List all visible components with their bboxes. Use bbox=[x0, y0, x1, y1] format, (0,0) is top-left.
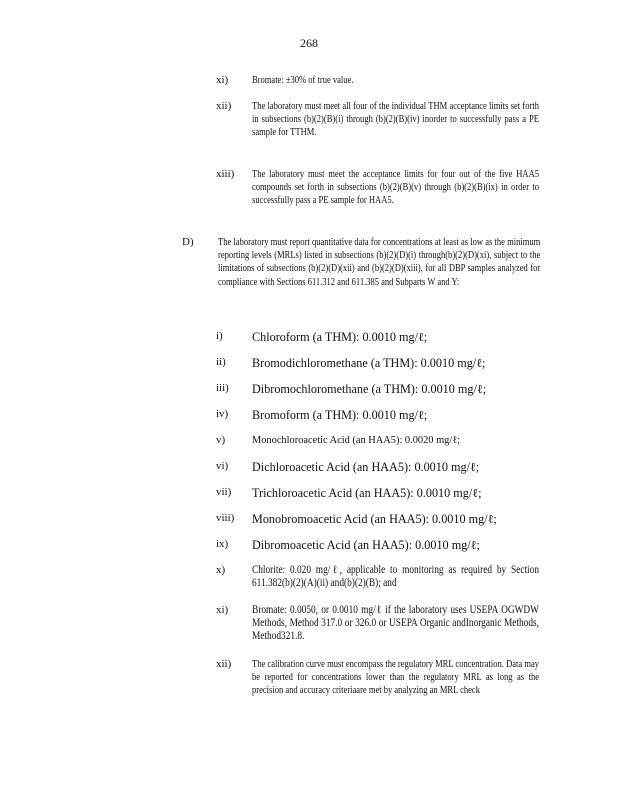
list-item bbox=[216, 564, 602, 590]
page-number: 268 bbox=[300, 36, 318, 50]
item-label: xiii) bbox=[216, 168, 235, 180]
item-text: Chloroform (a THM): 0.0010 mg/ℓ; bbox=[252, 330, 428, 344]
item-label: ii) bbox=[216, 356, 226, 368]
item-text: Trichloroacetic Acid (an HAA5): 0.0010 mg/ℓ; bbox=[252, 486, 482, 500]
list-item bbox=[216, 356, 552, 370]
item-label: i) bbox=[216, 330, 223, 342]
list-item bbox=[216, 168, 602, 208]
list-item bbox=[216, 100, 602, 140]
item-label: xi) bbox=[216, 604, 229, 616]
section-label: D) bbox=[182, 236, 194, 248]
list-item bbox=[216, 658, 602, 698]
section-text: The laboratory must report quantitative data for concentrations at least as low as the minimum reporting levels (MRLs) listed in subsections (b)(2)(D)(i) through(b)(2)(D)(xi), subject to the limitations of subsections (b)(2)(D)(xii) and (b)(2)(D)(xiii), for all DBP samples analyzed for compliance with Sections 611.312 and 611.385 and Subparts W and Y: bbox=[218, 237, 541, 288]
item-label: v) bbox=[216, 434, 226, 446]
list-item bbox=[216, 486, 552, 500]
item-label: xii) bbox=[216, 658, 232, 670]
item-label: xi) bbox=[216, 74, 229, 86]
item-label: ix) bbox=[216, 538, 229, 550]
item-label: iv) bbox=[216, 408, 229, 420]
list-item bbox=[216, 74, 602, 87]
list-item bbox=[216, 604, 602, 644]
item-label: iii) bbox=[216, 382, 229, 394]
item-text: The laboratory must meet the acceptance limits for four out of the five HAA5 compounds set forth in subsections (b)(2)(B)(v) through (b)(2)(B)(ix) in order to successfully pass a PE sample for HAA5. bbox=[252, 169, 539, 207]
list-item bbox=[216, 408, 552, 422]
section-d bbox=[182, 236, 611, 289]
item-text: Dibromoacetic Acid (an HAA5): 0.0010 mg/ℓ; bbox=[252, 538, 480, 552]
list-item bbox=[216, 512, 552, 526]
item-text: Bromoform (a THM): 0.0010 mg/ℓ; bbox=[252, 408, 428, 422]
item-text: Bromate: 0.0050, or 0.0010 mg/ℓ if the laboratory uses USEPA OGWDW Methods, Method 317.0 or 326.0 or USEPA Organic andInorganic Methods, Method321.8. bbox=[252, 604, 539, 643]
item-label: vii) bbox=[216, 486, 232, 498]
list-item bbox=[216, 460, 552, 474]
list-item bbox=[216, 538, 552, 552]
item-text: The laboratory must meet all four of the individual THM acceptance limits set forth in subsections (b)(2)(B)(i) through (b)(2)(B)(iv) inorder to successfully pass a PE sample for TTHM. bbox=[252, 101, 539, 139]
list-item bbox=[216, 382, 552, 396]
item-text: Bromodichloromethane (a THM): 0.0010 mg/ℓ; bbox=[252, 356, 486, 370]
item-text: Dibromochloromethane (a THM): 0.0010 mg/ℓ; bbox=[252, 382, 487, 396]
item-label: x) bbox=[216, 564, 226, 576]
item-text: The calibration curve must encompass the regulatory MRL concentration. Data may be reported for concentrations lower than the regulatory MRL as long as the precision and accuracy criteriaare met by analyzing an MRL check bbox=[252, 659, 539, 697]
item-label: xii) bbox=[216, 100, 232, 112]
item-label: vi) bbox=[216, 460, 229, 472]
item-text: Dichloroacetic Acid (an HAA5): 0.0010 mg/ℓ; bbox=[252, 460, 480, 474]
item-text: Bromate: ±30% of true value. bbox=[252, 75, 354, 86]
item-label: viii) bbox=[216, 512, 235, 524]
list-item bbox=[216, 330, 552, 344]
item-text: Chlorite: 0.020 mg/ℓ, applicable to monitoring as required by Section 611.382(b)(2)(A)(ii) and(b)(2)(B); and bbox=[252, 564, 539, 590]
item-text: Monochloroacetic Acid (an HAA5): 0.0020 mg/ℓ; bbox=[252, 435, 461, 446]
list-item bbox=[216, 434, 552, 448]
item-text: Monobromoacetic Acid (an HAA5): 0.0010 mg/ℓ; bbox=[252, 512, 497, 526]
